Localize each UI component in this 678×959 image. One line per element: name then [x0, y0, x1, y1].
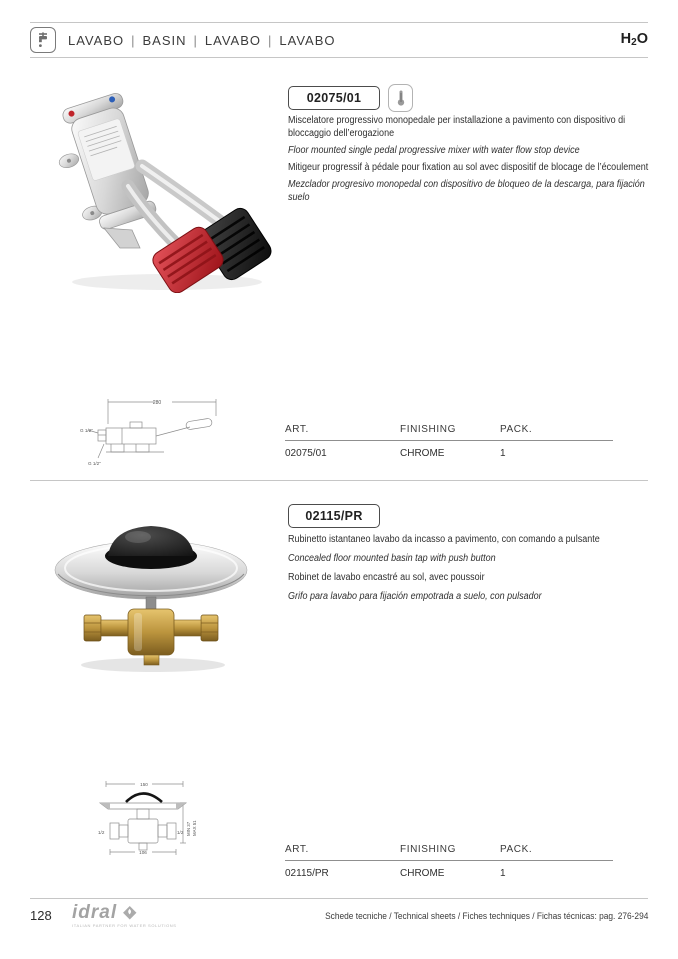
product-code-badge — [288, 86, 380, 110]
temperature-icon-box — [388, 84, 413, 112]
table-row — [285, 861, 613, 880]
separator: | — [193, 33, 198, 48]
technical-drawing-concealed-tap — [86, 776, 201, 866]
description-es: Grifo para lavabo para fijación empotrada a suelo, con pulsador — [288, 591, 542, 602]
description-es: Mezclador progresivo monopedal con dispositivo de bloqueo de la descarga, para fijación suelo — [288, 179, 645, 203]
idral-tagline: ITALIAN PARTNER FOR WATER SOLUTIONS — [72, 923, 177, 928]
product-photo-concealed-tap — [48, 512, 263, 682]
footer-sheets-reference: Schede tecniche / Technical sheets / Fiches techniques / Fichas técnicas: pag. 276-294 — [324, 911, 648, 922]
category-icon-box — [30, 27, 56, 53]
min-depth-label: MIN 37 — [186, 821, 191, 836]
thread-label: G 1/2" — [88, 461, 101, 466]
footer-rule — [30, 898, 648, 899]
dimension-label: 106 — [139, 850, 147, 855]
page-number: 128 — [30, 908, 52, 923]
faucet-icon — [34, 31, 52, 49]
col-pack: PACK. — [500, 424, 613, 441]
thread-label: 1/2 — [177, 830, 184, 835]
cell-pack: 1 — [500, 868, 506, 879]
thread-label: G 1/2" — [80, 428, 93, 433]
col-art: ART. — [285, 424, 400, 441]
col-finishing: FINISHING — [400, 424, 500, 441]
idral-logo — [72, 903, 182, 928]
header-bottom-rule — [30, 57, 648, 58]
separator: | — [268, 33, 273, 48]
thread-label: 1/2 — [98, 830, 105, 835]
category-word: LAVABO — [204, 33, 262, 48]
cell-finishing: CHROME — [400, 448, 445, 459]
thermometer-icon — [395, 89, 407, 107]
product-code-badge — [288, 504, 380, 528]
description-it: Miscelatore progressivo monopedale per installazione a pavimento con dispositivo di bloccaggio dell’erogazione — [288, 115, 626, 139]
description-en: Concealed floor mounted basin tap with push button — [288, 553, 496, 564]
cell-pack: 1 — [500, 448, 506, 459]
product-photo-pedal-mixer — [42, 88, 277, 298]
category-word: LAVABO — [68, 33, 125, 48]
description-it: Rubinetto istantaneo lavabo da incasso a pavimento, con comando a pulsante — [288, 534, 600, 545]
dimension-label: 280 — [152, 400, 162, 406]
header-top-rule — [30, 22, 648, 23]
product-code: 02115/PR — [305, 509, 363, 523]
max-depth-label: MAX 51 — [192, 820, 197, 836]
product-code: 02075/01 — [306, 91, 362, 105]
product-table — [285, 844, 613, 879]
description-fr: Robinet de lavabo encastré au sol, avec poussoir — [288, 572, 485, 583]
col-pack: PACK. — [500, 844, 613, 861]
cell-finishing: CHROME — [400, 868, 445, 879]
table-row — [285, 441, 613, 460]
category-word: LAVABO — [279, 33, 336, 48]
page-category-title — [68, 33, 336, 48]
h2o-label: $H_2O$ — [620, 31, 648, 48]
idral-logo-emblem — [121, 904, 138, 921]
technical-drawing-pedal-mixer — [78, 392, 223, 475]
product-table — [285, 424, 613, 459]
category-word: BASIN — [142, 33, 187, 48]
section-divider — [30, 480, 648, 481]
cell-art: 02075/01 — [285, 448, 327, 459]
cell-art: 02115/PR — [285, 868, 329, 879]
description-en: Floor mounted single pedal progressive mixer with water flow stop device — [288, 145, 580, 156]
dimension-label: 150 — [140, 782, 148, 787]
col-finishing: FINISHING — [400, 844, 500, 861]
idral-wordmark: idral — [72, 902, 118, 923]
separator: | — [131, 33, 136, 48]
product-descriptions — [288, 114, 678, 208]
description-fr: Mitigeur progressif à pédale pour fixation au sol avec dispositif de blocage de l’écoulement — [288, 162, 649, 173]
product-descriptions — [288, 533, 678, 607]
col-art: ART. — [285, 844, 400, 861]
